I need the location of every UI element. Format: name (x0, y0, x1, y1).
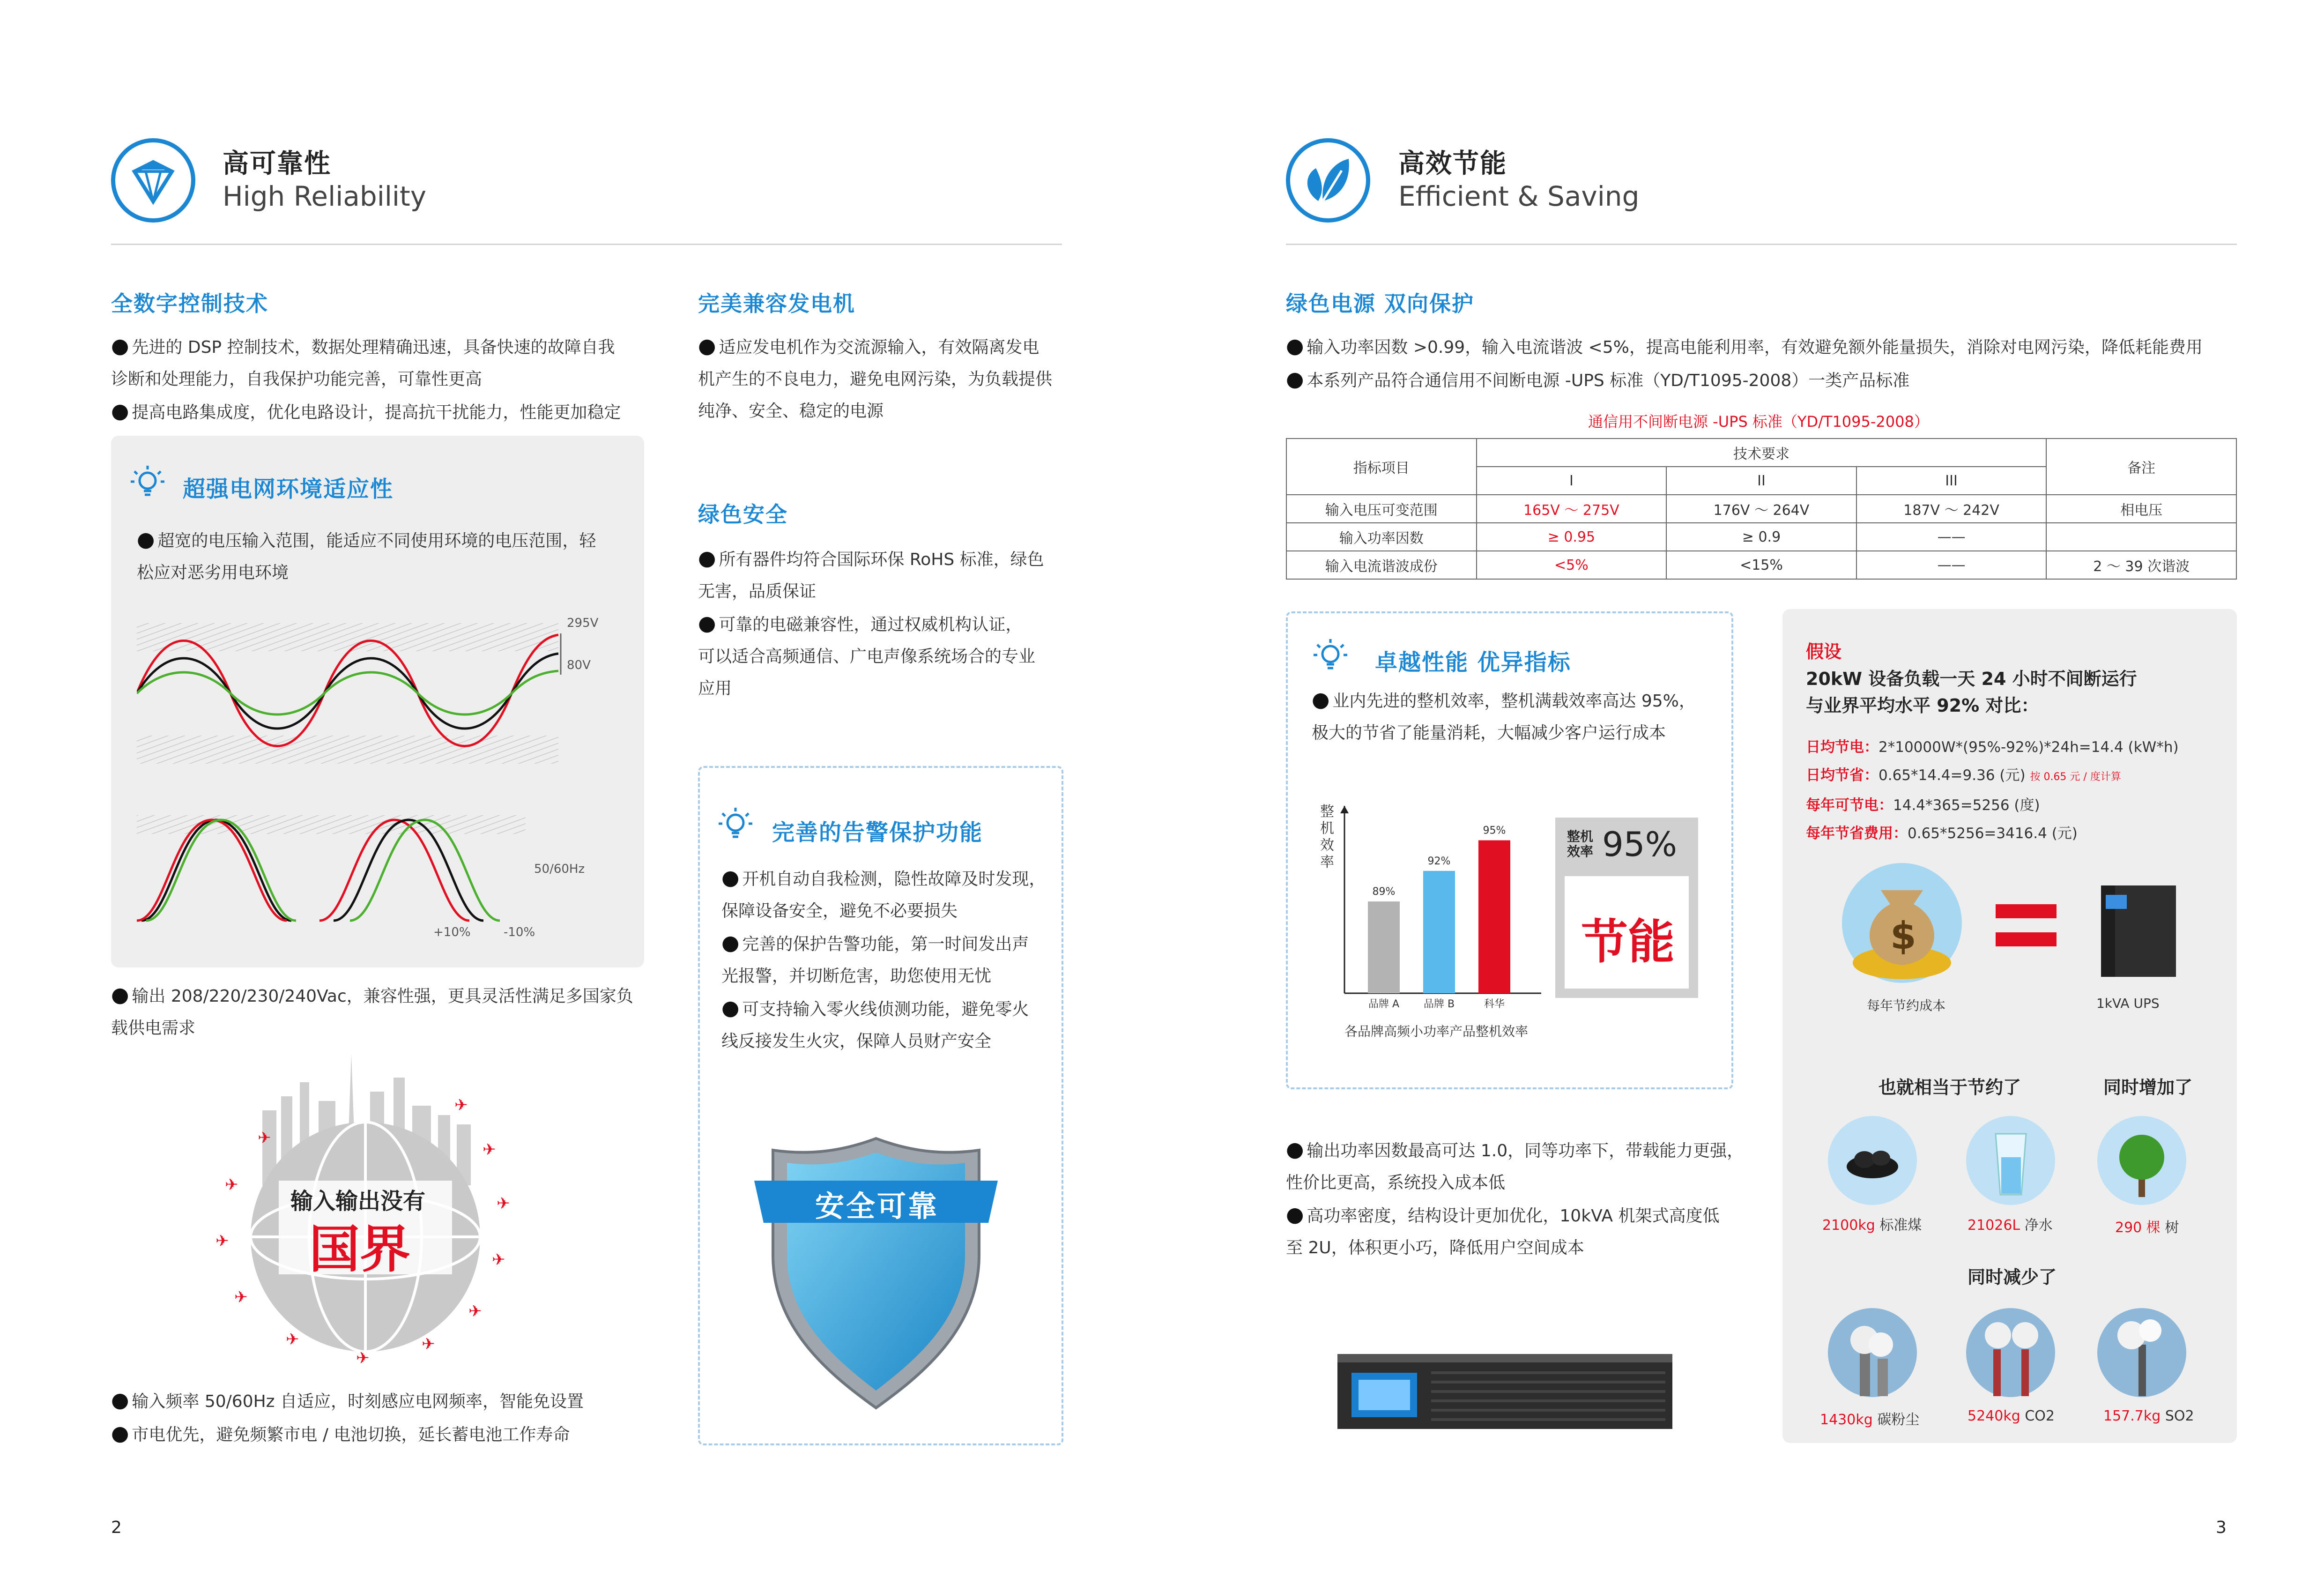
equals-sign (1996, 904, 2057, 918)
grid-env-title: 超强电网环境适应性 (183, 476, 394, 502)
green-power-bullets: ● 输入功率因数 >0.99，输入电流谐波 <5%，提高电能利用率，有效避免额外能量损失，消除对电网污染，降低耗能费用 ● 本系列产品符合通信用不间断电源 -UPS 标准（YD/T1095-2008）一类产品标准 (1286, 334, 2203, 391)
chart-caption: 各品牌高频小功率产品整机效率 (1344, 1024, 1529, 1039)
page-number-left: 2 (111, 1518, 122, 1537)
ups-caption: 1kVA UPS (2096, 996, 2160, 1011)
shield-text: 安全可靠 (815, 1189, 939, 1223)
spec-table (1286, 438, 2237, 580)
saving-box-small: 整机效率 (1567, 829, 1594, 859)
performance-text: ● 业内先进的整机效率，整机满载效率高达 95%， 极大的节省了能量消耗，大幅减少客户运行成本 (1312, 688, 1696, 743)
th-level-3: III (1856, 467, 2047, 495)
assume-rows: 日均节电：2*10000W*(95%-92%)*24h=14.4 (kW*h) 日均节省：0.65*14.4=9.36 (元) 按 0.65 元 / 度计算 每年可节电：14.4*365=5256 (度) 每年节省费用：0.65*5256=3416.4 (元) (1806, 739, 2179, 842)
reduce-title: 同时减少了 (1968, 1267, 2057, 1287)
dust-label: 1430kg 碳粉尘 (1820, 1412, 1920, 1428)
smoke-dust-icon (1827, 1307, 1918, 1398)
assume-title: 假设 (1806, 641, 1842, 662)
co2-label: 5240kg CO2 (1968, 1408, 2055, 1424)
leaf-icon (1286, 138, 1370, 223)
header-title-cn: 高效节能 (1398, 149, 1507, 179)
alarm-text: ● 开机自动自我检测，隐性故障及时发现， 保障设备安全，避免不必要损失 ● 完善的保护告警功能，第一时间发出声 光报警，并切断危害，助您使用无忧 ● 可支持输入零火线侦测功能，避免零火 线反接发生火灾，保障人员财产安全 (721, 866, 1046, 1051)
lightbulb-icon (1312, 637, 1349, 675)
green-power-title: 绿色电源 双向保护 (1286, 291, 1475, 316)
table-caption: 通信用不间断电源 -UPS 标准（YD/T1095-2008） (1588, 413, 1929, 431)
money-caption: 每年节约成本 (1867, 998, 1946, 1013)
globe-line1: 输入输出没有 (290, 1188, 426, 1214)
add-title: 同时增加了 (2103, 1077, 2193, 1098)
header-title-en: High Reliability (223, 180, 427, 212)
performance-title: 卓越性能 优异指标 (1375, 649, 1571, 676)
svg-text:✈: ✈ (468, 1302, 482, 1321)
saving-box-pct: 95% (1602, 825, 1678, 864)
assume-l2: 与业界平均水平 92% 对比： (1806, 695, 2039, 716)
rack-ups-image (1337, 1345, 1675, 1431)
svg-text:✈: ✈ (286, 1330, 299, 1349)
grid-env-text: ● 超宽的电压输入范围，能适应不同使用环境的电压范围，轻 松应对恶劣用电环境 (137, 528, 596, 582)
tower-ups-image (2096, 881, 2181, 979)
svg-text:✈: ✈ (492, 1250, 505, 1269)
generator-text: ● 适应发电机作为交流源输入，有效隔离发电 机产生的不良电力，避免电网污染，为负载提供 纯净、安全、稳定的电源 (698, 334, 1053, 421)
header-title-en: Efficient & Saving (1398, 180, 1640, 212)
bar-value-label: 92% (1427, 855, 1451, 867)
svg-text:✈: ✈ (483, 1140, 496, 1159)
tree-label: 290 棵 树 (2115, 1220, 2179, 1236)
svg-text:✈: ✈ (422, 1335, 435, 1354)
wave-label-plus: +10% (433, 925, 471, 939)
money-bag-icon (1841, 862, 1963, 984)
th-level-2: II (1666, 467, 1856, 495)
table-row: 输入电压可变范围 165V ～ 275V 176V ～ 264V 187V ～ 242V 相电压 (1286, 495, 2236, 523)
bar-value-label: 95% (1483, 825, 1506, 837)
bar-2 (1478, 841, 1510, 993)
efficiency-bar-chart (1340, 796, 1555, 1012)
bar-1 (1423, 871, 1455, 993)
more-bullets: ● 输出功率因数最高可达 1.0，同等功率下，带载能力更强， 性价比更高，系统投入成本低 ● 高功率密度，结构设计更加优化，10kVA 机架式高度低 至 2U，体积更小巧，降低用户空间成本 (1286, 1138, 1744, 1257)
th-req: 技术要求 (1477, 439, 2047, 467)
coal-icon (1827, 1115, 1918, 1206)
diamond-icon (111, 138, 195, 223)
green-safe-text: ● 所有器件均符合国际环保 RoHS 标准，绿色 无害，品质保证 ● 可靠的电磁兼容性，通过权威机构认证， 可以适合高频通信、广电声像系统场合的专业 应用 (698, 546, 1044, 698)
water-label: 21026L 净水 (1968, 1217, 2053, 1234)
smoke-co2-icon (1965, 1307, 2057, 1398)
svg-text:✈: ✈ (215, 1232, 229, 1250)
digital-title: 全数字控制技术 (111, 291, 268, 316)
th-level-1: I (1477, 467, 1667, 495)
generator-title: 完美兼容发电机 (698, 291, 855, 316)
header-divider (1286, 244, 2237, 245)
svg-text:✈: ✈ (454, 1096, 468, 1115)
assume-l1: 20kW 设备负载一天 24 小时不间断运行 (1806, 669, 2137, 689)
shield-icon (754, 1134, 998, 1415)
header-title-cn: 高可靠性 (223, 149, 331, 179)
save-title: 也就相当于节约了 (1879, 1077, 2021, 1098)
lightbulb-icon (129, 464, 166, 501)
bar-category-label: 品牌 A (1368, 998, 1400, 1010)
wave-label-80v: 80V (567, 658, 591, 672)
table-row: 输入功率因数 ≥ 0.95 ≥ 0.9 —— (1286, 523, 2236, 551)
bar-value-label: 89% (1372, 886, 1396, 898)
frequency-wave-diagram (137, 815, 558, 928)
bar-category-label: 科华 (1484, 998, 1505, 1010)
globe-line2: 国界 (309, 1220, 411, 1279)
wave-label-minus: -10% (504, 925, 535, 939)
voltage-wave-diagram (137, 609, 615, 778)
y-axis-arrow (1340, 806, 1349, 813)
bar-0 (1368, 901, 1400, 993)
header-divider (111, 244, 1062, 245)
table-row: 输入电流谐波成份 <5% <15% —— 2 ～ 39 次谐波 (1286, 551, 2236, 579)
saving-box-big: 节能 (1581, 915, 1675, 969)
th-item: 指标项目 (1286, 439, 1477, 495)
bottom-bullets: ● 输入频率 50/60Hz 自适应，时刻感应电网频率，智能免设置 ● 市电优先，避免频繁市电 / 电池切换，延长蓄电池工作寿命 (111, 1388, 584, 1445)
alarm-title: 完善的告警保护功能 (772, 819, 983, 846)
svg-text:✈: ✈ (258, 1129, 271, 1147)
smoke-so2-icon (2096, 1307, 2188, 1398)
svg-text:✈: ✈ (356, 1349, 370, 1363)
equals-sign-lower (1996, 932, 2057, 946)
page-number-right: 3 (2216, 1518, 2227, 1537)
th-note: 备注 (2046, 439, 2236, 495)
bar-category-label: 品牌 B (1423, 998, 1455, 1010)
green-safe-title: 绿色安全 (698, 502, 788, 527)
so2-label: 157.7kg SO2 (2103, 1408, 2194, 1424)
lightbulb-icon (717, 806, 754, 843)
tree-icon (2096, 1115, 2188, 1206)
wave-label-freq: 50/60Hz (534, 862, 585, 876)
svg-text:✈: ✈ (497, 1194, 510, 1213)
digital-bullets: ● 先进的 DSP 控制技术，数据处理精确迅速，具备快速的故障自我 诊断和处理能力，自我保护功能完善，可靠性更高 ● 提高电路集成度，优化电路设计，提高抗干扰能力，性能更加稳定 (111, 334, 621, 423)
wave-label-295v: 295V (567, 616, 599, 630)
coal-label: 2100kg 标准煤 (1822, 1217, 1922, 1234)
water-icon (1965, 1115, 2057, 1206)
svg-text:✈: ✈ (234, 1288, 248, 1307)
svg-text:$: $ (1890, 914, 1916, 958)
svg-text:✈: ✈ (225, 1175, 238, 1194)
output-text: ● 输出 208/220/230/240Vac，兼容性强，更具灵活性满足多国家负 载供电需求 (111, 983, 633, 1038)
chart-ylabel: 整机效率 (1320, 803, 1334, 870)
